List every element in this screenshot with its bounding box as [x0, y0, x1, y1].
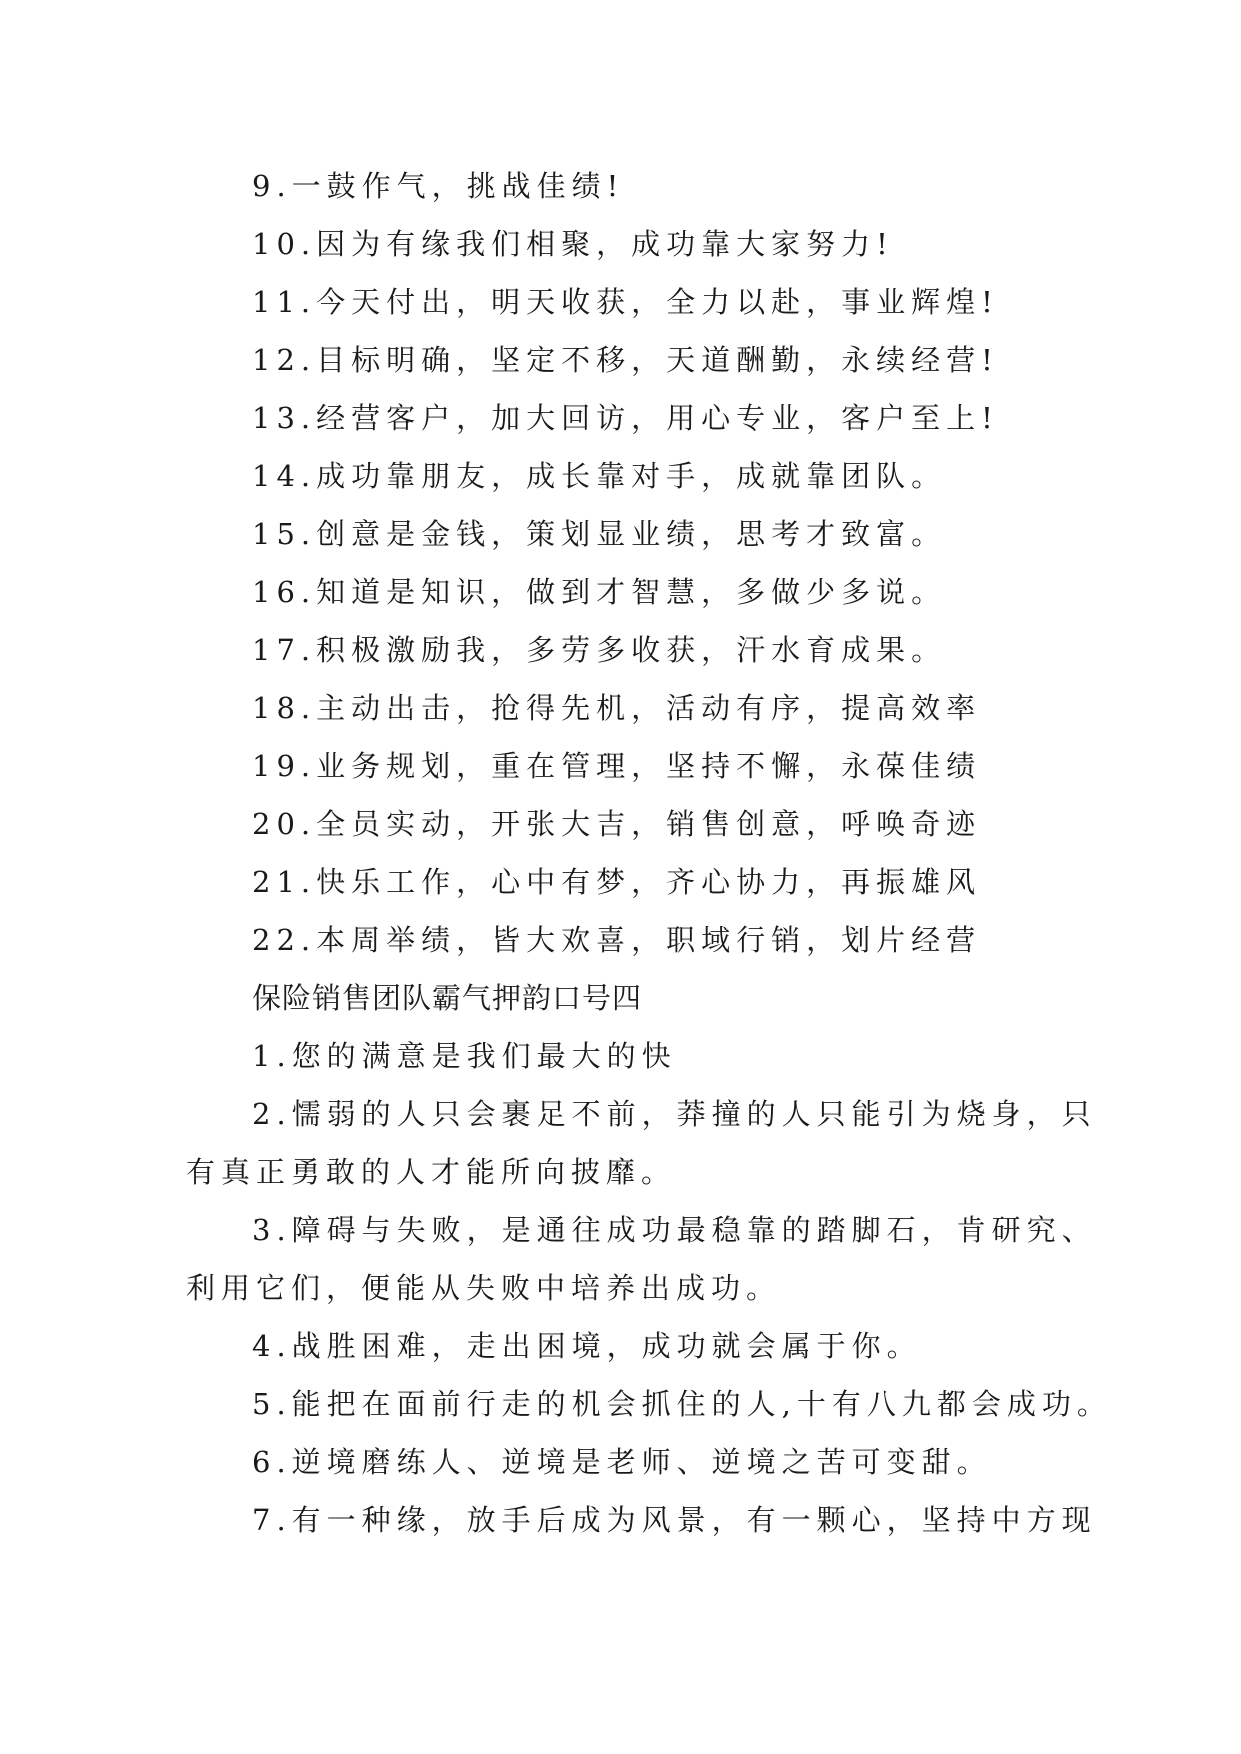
slogan-line-2-cont: 有真正勇敢的人才能所向披靡。: [186, 1155, 677, 1189]
slogan-line-22: 22.本周举绩，皆大欢喜，职域行销，划片经营: [252, 923, 982, 957]
slogan-line-11: 11.今天付出，明天收获，全力以赴，事业辉煌!: [252, 285, 999, 319]
slogan-line-6: 6.逆境磨练人、逆境是老师、逆境之苦可变甜。: [252, 1445, 992, 1479]
slogan-line-15: 15.创意是金钱，策划显业绩，思考才致富。: [252, 517, 947, 551]
slogan-line-16: 16.知道是知识，做到才智慧，多做少多说。: [252, 575, 947, 609]
slogan-line-2: 2.懦弱的人只会裹足不前，莽撞的人只能引为烧身，只: [252, 1097, 1097, 1131]
slogan-line-3: 3.障碍与失败，是通往成功最稳靠的踏脚石，肯研究、: [252, 1213, 1097, 1247]
slogan-line-9: 9.一鼓作气，挑战佳绩!: [252, 169, 625, 203]
slogan-line-10: 10.因为有缘我们相聚，成功靠大家努力!: [252, 227, 894, 261]
slogan-line-20: 20.全员实动，开张大吉，销售创意，呼唤奇迹: [252, 807, 982, 841]
slogan-line-3-cont: 利用它们，便能从失败中培养出成功。: [186, 1271, 782, 1305]
slogan-line-7: 7.有一种缘，放手后成为风景，有一颗心，坚持中方现: [252, 1503, 1097, 1537]
slogan-line-13: 13.经营客户，加大回访，用心专业，客户至上!: [252, 401, 999, 435]
slogan-line-4: 4.战胜困难，走出困境，成功就会属于你。: [252, 1329, 922, 1363]
slogan-line-5: 5.能把在面前行走的机会抓住的人,十有八九都会成功。: [252, 1387, 1112, 1421]
slogan-line-19: 19.业务规划，重在管理，坚持不懈，永葆佳绩: [252, 749, 982, 783]
slogan-line-18: 18.主动出击，抢得先机，活动有序，提高效率: [252, 691, 982, 725]
section-heading: 保险销售团队霸气押韵口号四: [252, 981, 643, 1015]
slogan-line-14: 14.成功靠朋友，成长靠对手，成就靠团队。: [252, 459, 947, 493]
slogan-line-12: 12.目标明确，坚定不移，天道酬勤，永续经营!: [252, 343, 999, 377]
slogan-line-17: 17.积极激励我，多劳多收获，汗水育成果。: [252, 633, 947, 667]
slogan-line-1: 1.您的满意是我们最大的快: [252, 1039, 677, 1073]
slogan-line-21: 21.快乐工作，心中有梦，齐心协力，再振雄风: [252, 865, 982, 899]
